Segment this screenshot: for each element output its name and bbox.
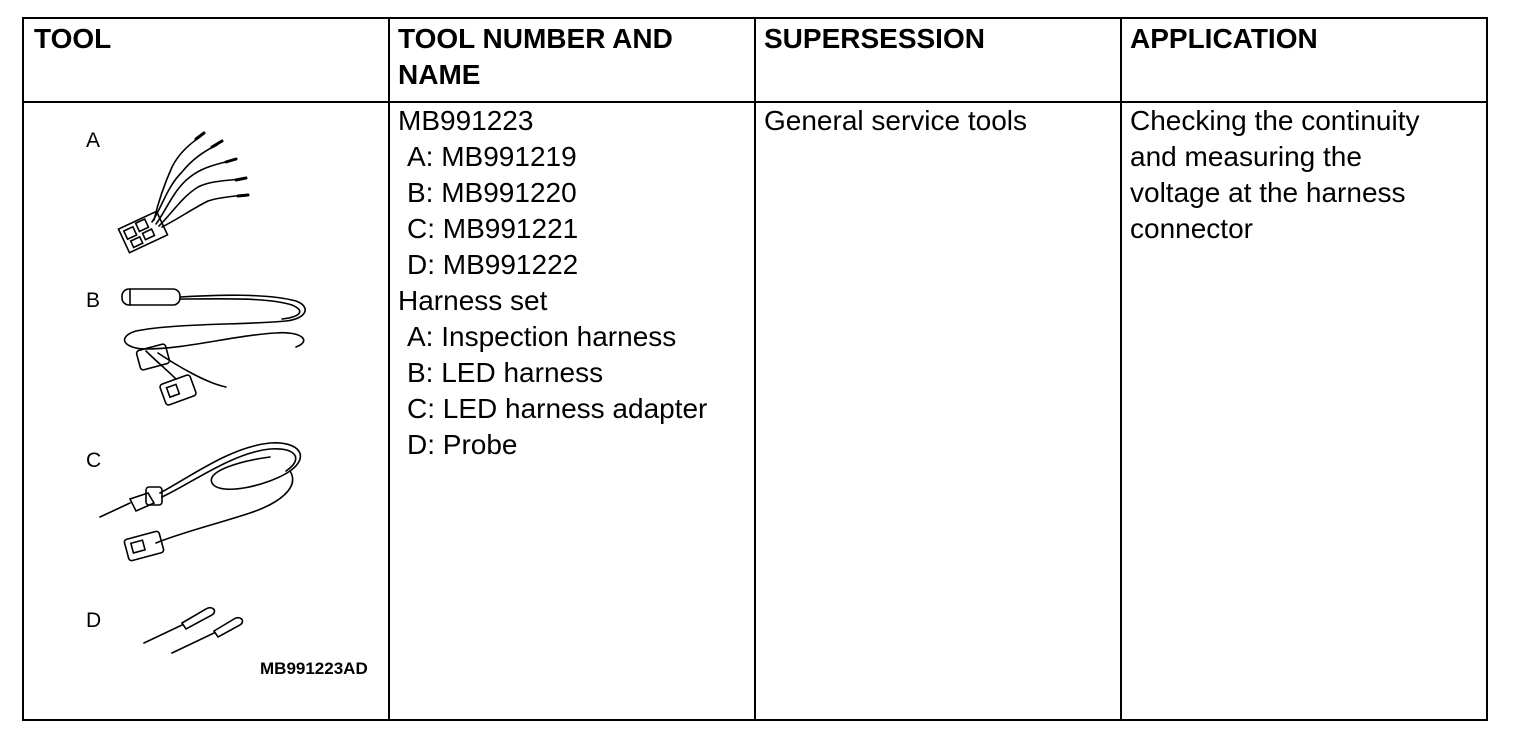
header-supersession: SUPERSESSION (764, 23, 985, 54)
figure-label-b: B (86, 289, 101, 312)
supersession-cell: General service tools (764, 105, 1028, 136)
column-divider-2 (754, 19, 756, 719)
application-cell (1130, 103, 1420, 247)
figure-label-a: A (86, 129, 101, 152)
inspection-harness-illustration (112, 127, 252, 257)
part-number-b: B: MB991220 (407, 177, 577, 208)
led-harness-illustration (116, 283, 316, 413)
column-divider-1 (388, 19, 390, 719)
led-harness-adapter-illustration (100, 437, 330, 567)
part-name-a: A: Inspection harness (407, 321, 677, 352)
tool-number-cell (398, 103, 707, 463)
part-name-b: B: LED harness (407, 357, 604, 388)
part-name-d: D: Probe (407, 429, 518, 460)
part-name-c: C: LED harness adapter (407, 393, 708, 424)
probe-illustration (144, 599, 254, 659)
application-line-4: connector (1130, 213, 1253, 244)
application-line-2: and measuring the (1130, 141, 1362, 172)
part-number-c: C: MB991221 (407, 213, 579, 244)
header-tool-number (398, 21, 673, 93)
part-number-d: D: MB991222 (407, 249, 579, 280)
part-number-a: A: MB991219 (407, 141, 577, 172)
application-line-3: voltage at the harness (1130, 177, 1406, 208)
figure-code: MB991223AD (260, 659, 368, 678)
figure-label-d: D (86, 609, 102, 632)
header-application: APPLICATION (1130, 23, 1318, 54)
figure-label-c: C (86, 449, 102, 472)
application-line-1: Checking the continuity (1130, 105, 1420, 136)
column-divider-3 (1120, 19, 1122, 719)
header-tool-number-line2: NAME (398, 59, 481, 90)
tool-number-main: MB991223 (398, 105, 534, 136)
header-tool: TOOL (34, 23, 112, 54)
header-tool-number-line1: TOOL NUMBER AND (398, 23, 673, 54)
tool-set-name: Harness set (398, 285, 548, 316)
tool-table (22, 17, 1488, 721)
